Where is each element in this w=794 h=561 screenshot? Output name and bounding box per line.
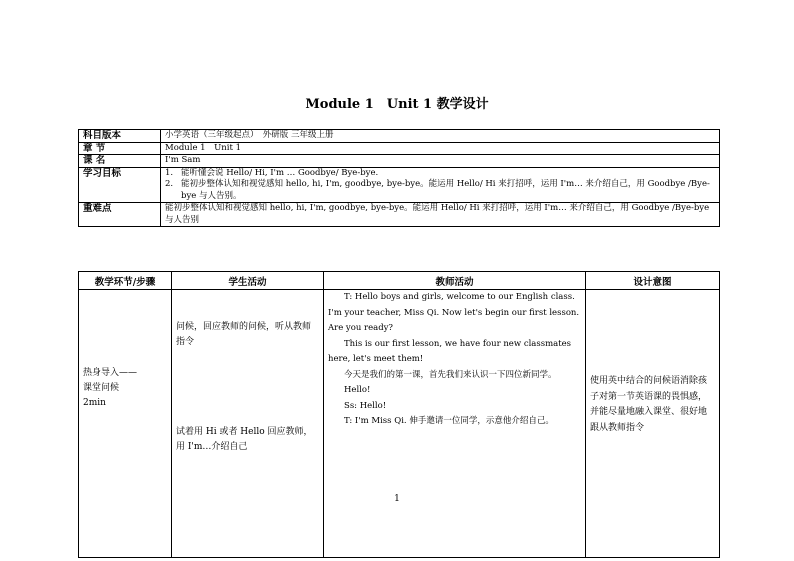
header-teacher: 教师活动 [324, 272, 586, 290]
student-activity: 试着用 Hi 或者 Hello 回应教师，用 I'm…介绍自己 [176, 427, 313, 452]
goal-text: 能初步整体认知和视觉感知 hello, hi, I'm, goodbye, bye-bye。能运用 Hello/ Hi 来打招呼，运用 I'm… 来介绍自己，用 Goodbye /Bye-bye 与人告别。 [181, 179, 710, 201]
teacher-line: This is our first lesson, we have four new classmates here, let's meet them! [328, 338, 572, 364]
goal-item [165, 168, 715, 180]
step-line: 热身导入—— [83, 368, 138, 378]
table-row [79, 203, 720, 227]
row-label: 章 节 [79, 142, 161, 155]
header-student: 学生活动 [172, 272, 324, 290]
teacher-line: T: Hello boys and girls, welcome to our English class. I'm your teacher, Miss Qi. Now let's begin our first lesson. Are you ready? [328, 292, 580, 333]
goals-cell [161, 167, 720, 203]
header-step: 教学环节/步骤 [79, 272, 172, 290]
table-row [79, 130, 720, 143]
step-line: 2min [83, 398, 106, 408]
goal-text: 能听懂会说 Hello/ Hi, I'm … Goodbye/ Bye-bye. [181, 167, 379, 178]
teacher-activity-cell [324, 290, 586, 558]
student-activity-cell [172, 290, 324, 558]
row-value: I'm Sam [161, 155, 720, 168]
teacher-line: 今天是我们的第一课，首先我们来认识一下四位新同学。 [344, 369, 557, 380]
table-row [79, 167, 720, 203]
header-intent: 设计意图 [586, 272, 720, 290]
goal-number: 1. [165, 167, 174, 178]
goal-number: 2. [165, 179, 174, 189]
teacher-line: Ss: Hello! [344, 400, 387, 411]
student-activity: 问候，回应教师的问候，听从教师指令 [176, 322, 312, 347]
goal-item [165, 179, 715, 202]
row-label: 课 名 [79, 155, 161, 168]
table-header-row [79, 272, 720, 290]
step-cell [79, 290, 172, 558]
key-points-label: 重难点 [79, 203, 161, 227]
page-title: Module 1 Unit 1 教学设计 [305, 97, 489, 112]
table-row [79, 155, 720, 168]
design-intent-cell: 使用英中结合的问候语消除孩子对第一节英语课的畏惧感，并能尽量地融入课堂、很好地跟从教师指令 [586, 290, 720, 558]
teacher-line: Hello! [344, 385, 371, 395]
row-label: 科目版本 [79, 130, 161, 143]
table-row [79, 142, 720, 155]
activity-table [78, 271, 720, 558]
row-value: 小学英语（三年级起点） 外研版 三年级上册 [161, 130, 720, 143]
step-line: 课堂问候 [83, 383, 120, 393]
lesson-info-table [78, 129, 720, 227]
row-value: Module 1 Unit 1 [161, 142, 720, 155]
key-points-text: 能初步整体认知和视觉感知 hello, hi, I'm, goodbye, bye-bye。能运用 Hello/ Hi 来打招呼，运用 I'm… 来介绍自己，用 Goodbye /Bye-bye 与人告别 [161, 203, 720, 227]
page-number: 1 [394, 494, 400, 504]
goals-label: 学习目标 [79, 167, 161, 203]
teacher-line: T: I'm Miss Qi. 伸手邀请一位同学，示意他介绍自己。 [344, 416, 554, 426]
table-row [79, 290, 720, 558]
